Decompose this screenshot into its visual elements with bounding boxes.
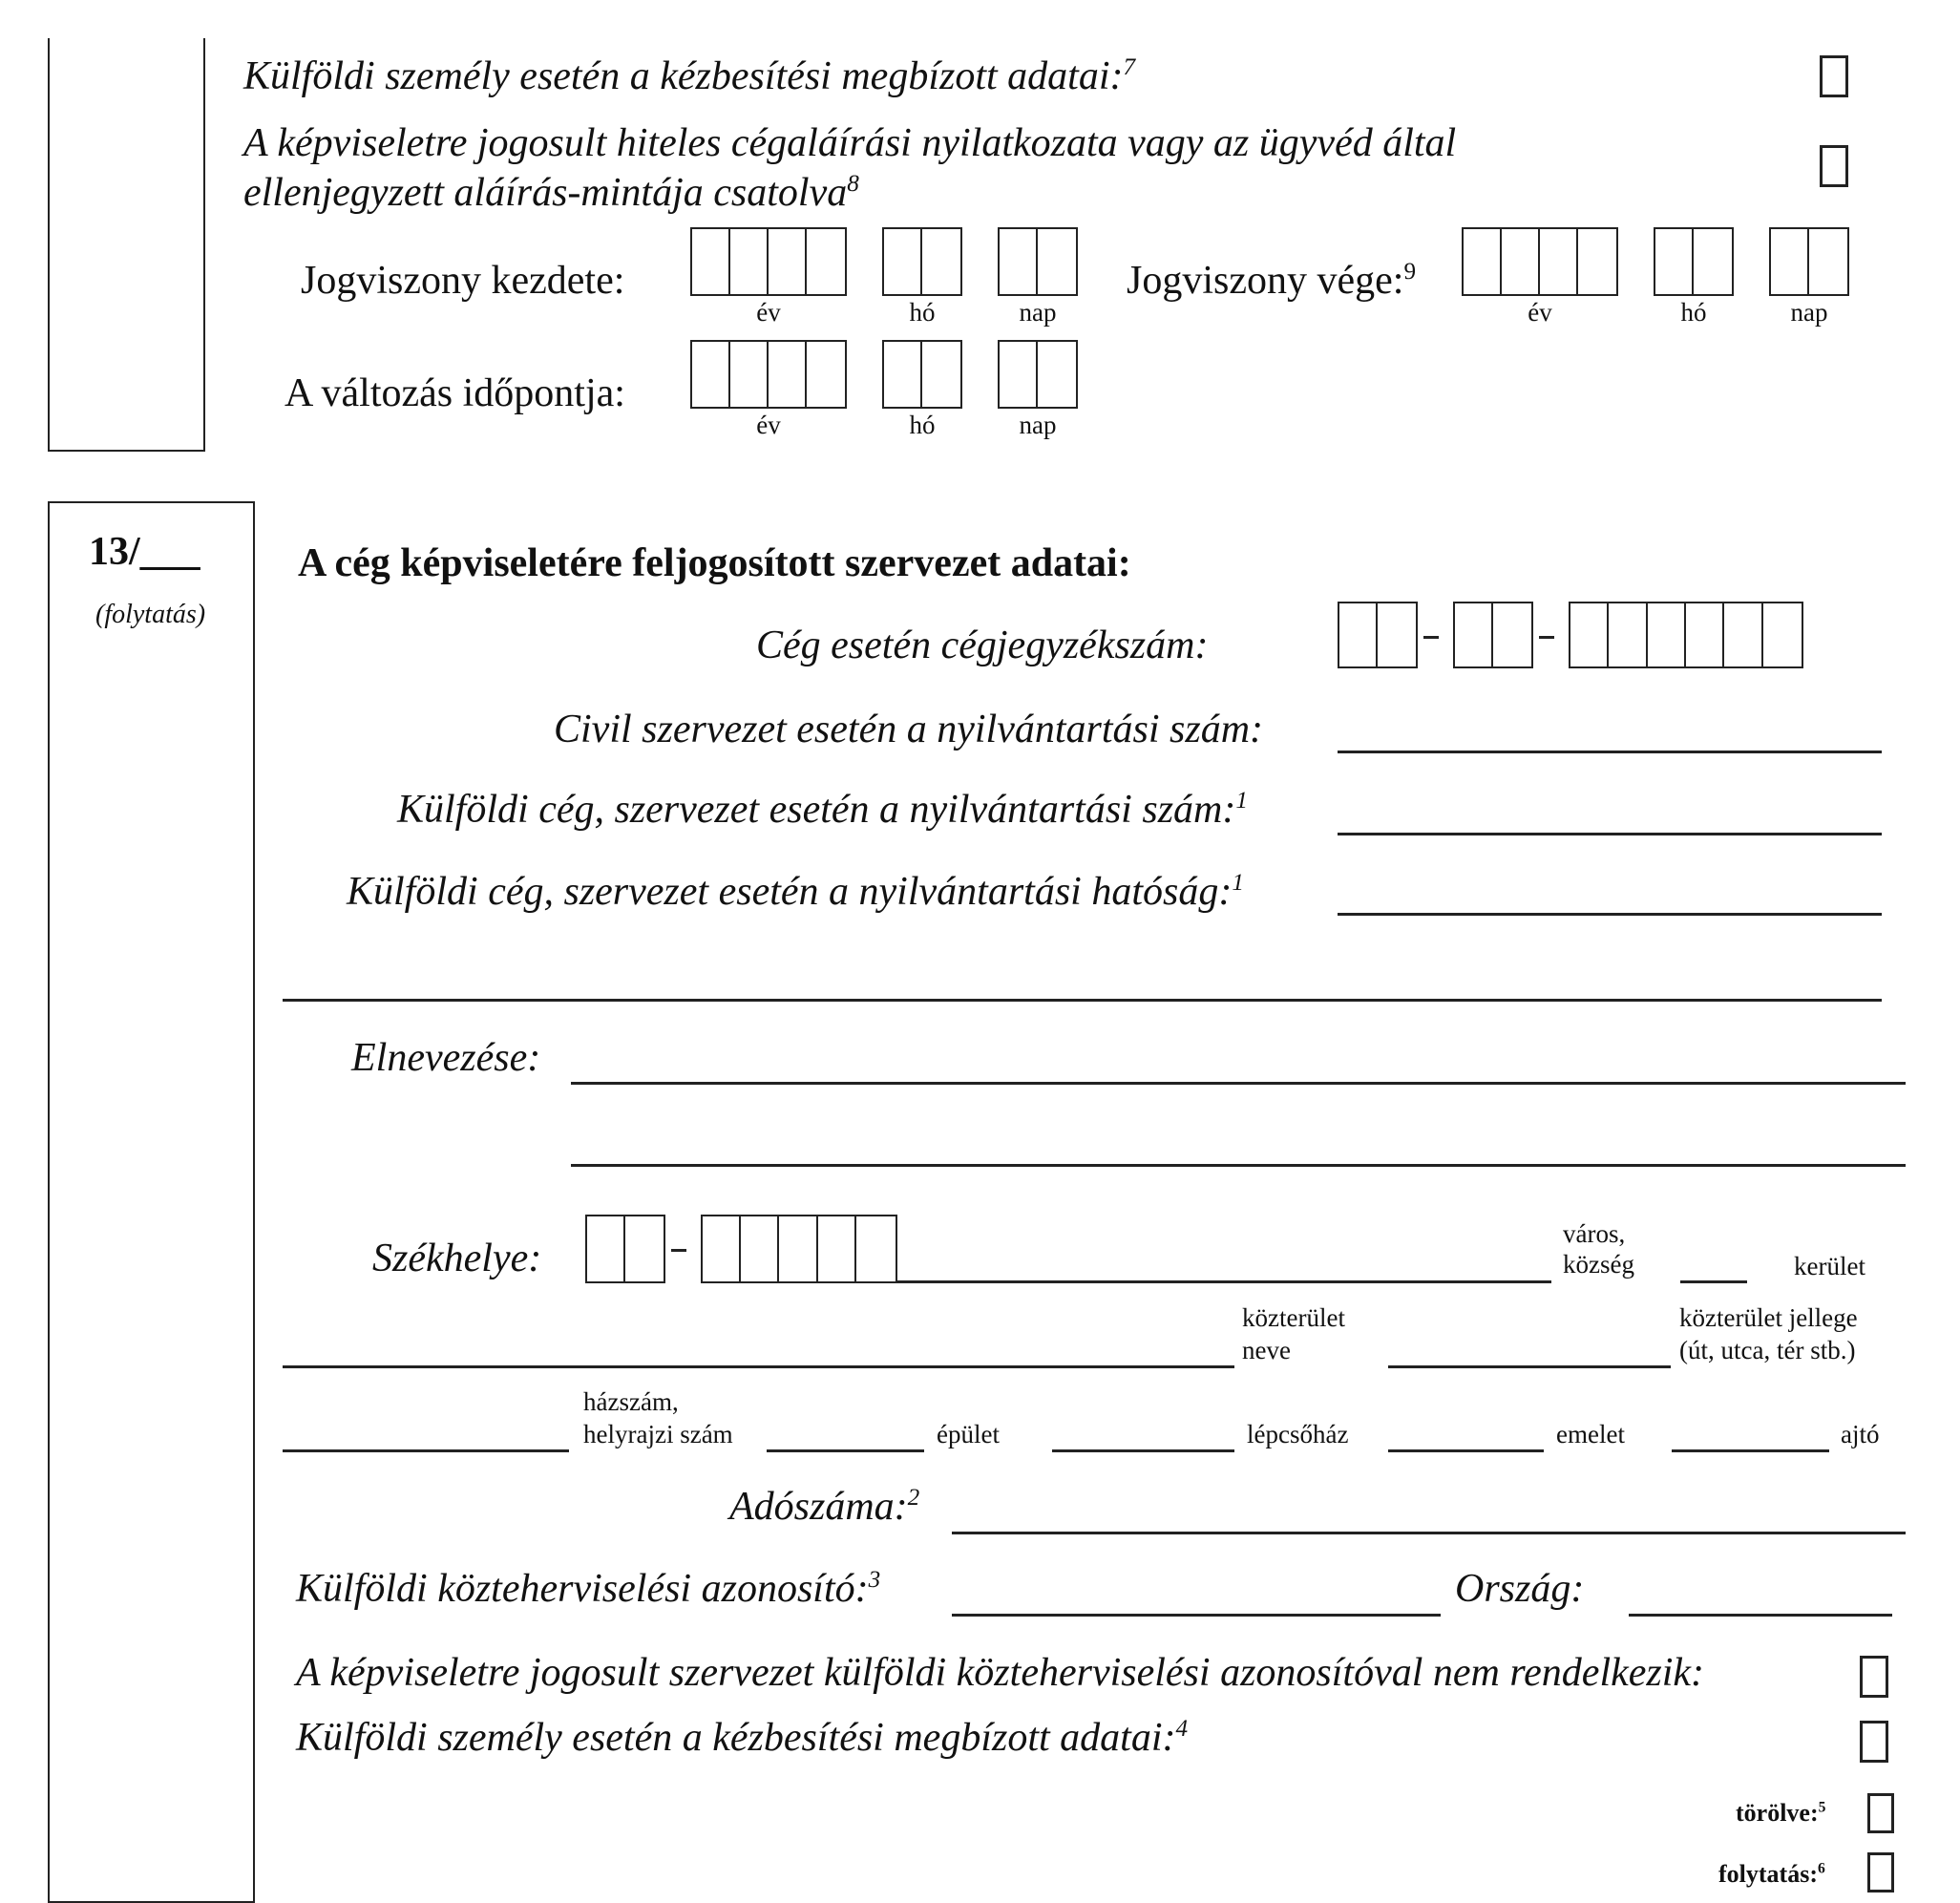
signature-attached-label-line1: A képviseletre jogosult hiteles cégaláírási nyilatkozata vagy az ügyvéd által bbox=[243, 121, 1457, 165]
relationship-start-label: Jogviszony kezdete: bbox=[301, 259, 625, 303]
end-day-boxes[interactable] bbox=[1769, 227, 1849, 296]
street-name-caption-line2: neve bbox=[1242, 1336, 1291, 1364]
change-day-caption: nap bbox=[1019, 411, 1057, 439]
change-month-boxes[interactable] bbox=[882, 340, 962, 409]
floor-caption: emelet bbox=[1556, 1420, 1625, 1448]
foreign-tax-id-line[interactable] bbox=[952, 1614, 1441, 1617]
start-month-boxes[interactable] bbox=[882, 227, 962, 296]
end-month-boxes[interactable] bbox=[1654, 227, 1734, 296]
delivery-agent-checkbox[interactable] bbox=[1860, 1721, 1888, 1763]
staircase-line[interactable] bbox=[1052, 1449, 1234, 1452]
street-type-caption-line2: (út, utca, tér stb.) bbox=[1679, 1336, 1856, 1364]
foreign-tax-id-label: Külföldi közteherviselési azonosító:$^3$ bbox=[296, 1567, 881, 1611]
organization-name-label: Elnevezése: bbox=[351, 1036, 541, 1080]
deleted-label: törölve:$^5$ bbox=[1736, 1799, 1826, 1827]
city-caption-line2: község bbox=[1563, 1250, 1634, 1279]
civil-reg-number-label: Civil szervezet esetén a nyilvántartási szám: bbox=[554, 708, 1264, 751]
foreign-reg-number-line[interactable] bbox=[1338, 833, 1882, 835]
house-number-caption-line2: helyrajzi szám bbox=[583, 1420, 733, 1448]
city-caption-line1: város, bbox=[1563, 1219, 1626, 1248]
tax-number-label: Adószáma:$^2$ bbox=[729, 1485, 920, 1529]
section-heading: A cég képviseletére feljogosított szervezet adatai: bbox=[298, 541, 1131, 585]
door-caption: ajtó bbox=[1841, 1420, 1880, 1448]
start-day-boxes[interactable] bbox=[998, 227, 1078, 296]
start-month-caption: hó bbox=[909, 298, 936, 327]
continued-checkbox[interactable] bbox=[1867, 1852, 1894, 1892]
country-line[interactable] bbox=[1629, 1614, 1892, 1617]
no-foreign-tax-id-checkbox[interactable] bbox=[1860, 1656, 1888, 1698]
city-line[interactable] bbox=[897, 1280, 1551, 1283]
start-year-boxes[interactable] bbox=[690, 227, 847, 296]
delivery-agent-label: Külföldi személy esetén a kézbesítési megbízott adatai:$^4$ bbox=[296, 1716, 1189, 1760]
relationship-end-label: Jogviszony vége:$^9$ bbox=[1127, 259, 1417, 303]
foreign-reg-authority-line[interactable] bbox=[1338, 913, 1882, 916]
change-month-caption: hó bbox=[909, 411, 936, 439]
end-year-boxes[interactable] bbox=[1462, 227, 1618, 296]
end-day-caption: nap bbox=[1790, 298, 1828, 327]
postal-code-dash bbox=[671, 1249, 686, 1252]
deleted-checkbox[interactable] bbox=[1867, 1793, 1894, 1833]
end-month-caption: hó bbox=[1680, 298, 1707, 327]
start-year-caption: év bbox=[756, 298, 781, 327]
change-year-boxes[interactable] bbox=[690, 340, 847, 409]
signature-attached-checkbox[interactable] bbox=[1820, 145, 1848, 187]
street-type-line[interactable] bbox=[1388, 1365, 1671, 1368]
company-reg-dash-1 bbox=[1423, 636, 1439, 639]
foreign-delivery-agent-label: Külföldi személy esetén a kézbesítési megbízott adatai:$^7$ bbox=[243, 54, 1136, 98]
company-reg-court-boxes[interactable] bbox=[1338, 602, 1418, 668]
street-name-caption-line1: közterület bbox=[1242, 1303, 1345, 1332]
section-number: 13/___ bbox=[89, 530, 200, 574]
street-name-line[interactable] bbox=[283, 1365, 1234, 1368]
change-year-caption: év bbox=[756, 411, 781, 439]
no-foreign-tax-id-label: A képviseletre jogosult szervezet külföldi közteherviselési azonosítóval nem rendelkezik: bbox=[296, 1651, 1705, 1695]
organization-name-line-2[interactable] bbox=[571, 1164, 1906, 1167]
postal-code-first-boxes[interactable] bbox=[585, 1215, 665, 1283]
house-number-line[interactable] bbox=[283, 1449, 569, 1452]
start-day-caption: nap bbox=[1019, 298, 1057, 327]
foreign-delivery-agent-checkbox[interactable] bbox=[1820, 55, 1848, 97]
district-line[interactable] bbox=[1680, 1280, 1747, 1283]
country-label: Ország: bbox=[1455, 1567, 1585, 1611]
change-day-boxes[interactable] bbox=[998, 340, 1078, 409]
company-reg-number-label: Cég esetén cégjegyzékszám: bbox=[756, 624, 1209, 667]
organization-name-line-1[interactable] bbox=[571, 1082, 1906, 1085]
company-reg-serial-boxes[interactable] bbox=[1569, 602, 1803, 668]
building-line[interactable] bbox=[767, 1449, 924, 1452]
tax-number-line[interactable] bbox=[952, 1532, 1906, 1534]
foreign-reg-authority-label: Külföldi cég, szervezet esetén a nyilvántartási hatóság:$^1$ bbox=[347, 870, 1244, 914]
upper-section-frame bbox=[48, 38, 205, 452]
building-caption: épület bbox=[937, 1420, 1000, 1448]
house-number-caption-line1: házszám, bbox=[583, 1387, 679, 1416]
district-caption: kerület bbox=[1794, 1252, 1865, 1280]
change-date-label: A változás időpontja: bbox=[285, 371, 625, 415]
street-type-caption-line1: közterület jellege bbox=[1679, 1303, 1858, 1332]
floor-line[interactable] bbox=[1388, 1449, 1544, 1452]
staircase-caption: lépcsőház bbox=[1247, 1420, 1349, 1448]
foreign-reg-authority-line-2[interactable] bbox=[283, 999, 1882, 1002]
company-reg-type-boxes[interactable] bbox=[1453, 602, 1533, 668]
postal-code-rest-boxes[interactable] bbox=[701, 1215, 897, 1283]
section-13-frame bbox=[48, 501, 255, 1903]
foreign-reg-number-label: Külföldi cég, szervezet esetén a nyilvántartási szám:$^1$ bbox=[397, 788, 1248, 832]
end-year-caption: év bbox=[1528, 298, 1552, 327]
door-line[interactable] bbox=[1672, 1449, 1829, 1452]
signature-attached-label-line2: ellenjegyzett aláírás-mintája csatolva$^8$ bbox=[243, 171, 859, 215]
company-reg-dash-2 bbox=[1539, 636, 1554, 639]
section-continuation-note: (folytatás) bbox=[95, 600, 206, 629]
continued-label: folytatás:$^6$ bbox=[1718, 1860, 1825, 1888]
civil-reg-number-line[interactable] bbox=[1338, 751, 1882, 753]
seat-label: Székhelye: bbox=[372, 1237, 542, 1280]
